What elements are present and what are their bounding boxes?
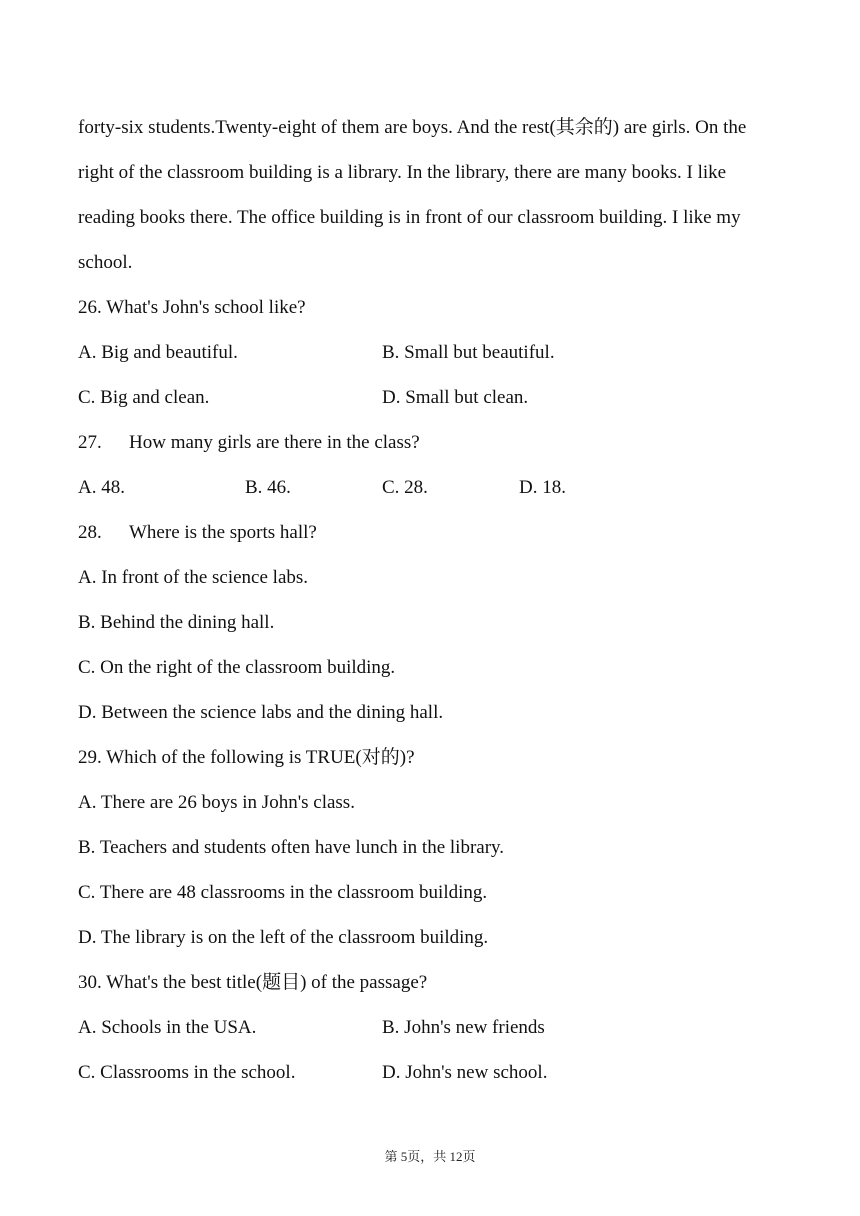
option-d: D. Small but clean.: [382, 387, 529, 408]
question-text: How many girls are there in the class?: [129, 432, 420, 453]
option-b: B. John's new friends: [382, 1017, 545, 1038]
option-b: B. Small but beautiful.: [382, 342, 555, 363]
option-d: D. The library is on the left of the classroom building.: [78, 927, 489, 948]
question-stem: 26. What's John's school like?: [78, 297, 306, 318]
option-a: A. Schools in the USA.: [78, 1017, 257, 1038]
option-b: B. 46.: [245, 477, 291, 498]
option-b: B. Behind the dining hall.: [78, 612, 275, 633]
option-a: A. Big and beautiful.: [78, 342, 238, 363]
question-number: 27.: [78, 432, 102, 453]
passage-line: school.: [78, 252, 133, 273]
option-a: A. In front of the science labs.: [78, 567, 309, 588]
question-stem: 29. Which of the following is TRUE(对的)?: [78, 747, 415, 768]
option-c: C. Big and clean.: [78, 387, 210, 408]
question-number: 28.: [78, 522, 102, 543]
option-c: C. There are 48 classrooms in the classroom building.: [78, 882, 488, 903]
option-c: C. Classrooms in the school.: [78, 1062, 296, 1083]
passage-line: forty-six students.Twenty-eight of them are boys. And the rest(其余的) are girls. On the: [78, 117, 747, 138]
question-stem: 30. What's the best title(题目) of the passage?: [78, 972, 428, 993]
question-text: Where is the sports hall?: [129, 522, 317, 543]
option-c: C. 28.: [382, 477, 428, 498]
option-d: D. John's new school.: [382, 1062, 548, 1083]
passage-line: reading books there. The office building is in front of our classroom building. I like my: [78, 207, 741, 228]
option-a: A. There are 26 boys in John's class.: [78, 792, 355, 813]
option-c: C. On the right of the classroom building.: [78, 657, 396, 678]
option-d: D. 18.: [519, 477, 566, 498]
option-a: A. 48.: [78, 477, 125, 498]
option-d: D. Between the science labs and the dining hall.: [78, 702, 444, 723]
option-b: B. Teachers and students often have lunch in the library.: [78, 837, 505, 858]
passage-line: right of the classroom building is a library. In the library, there are many books. I like: [78, 162, 727, 183]
page-number-footer: 第 5页，共 12页: [384, 1149, 476, 1164]
